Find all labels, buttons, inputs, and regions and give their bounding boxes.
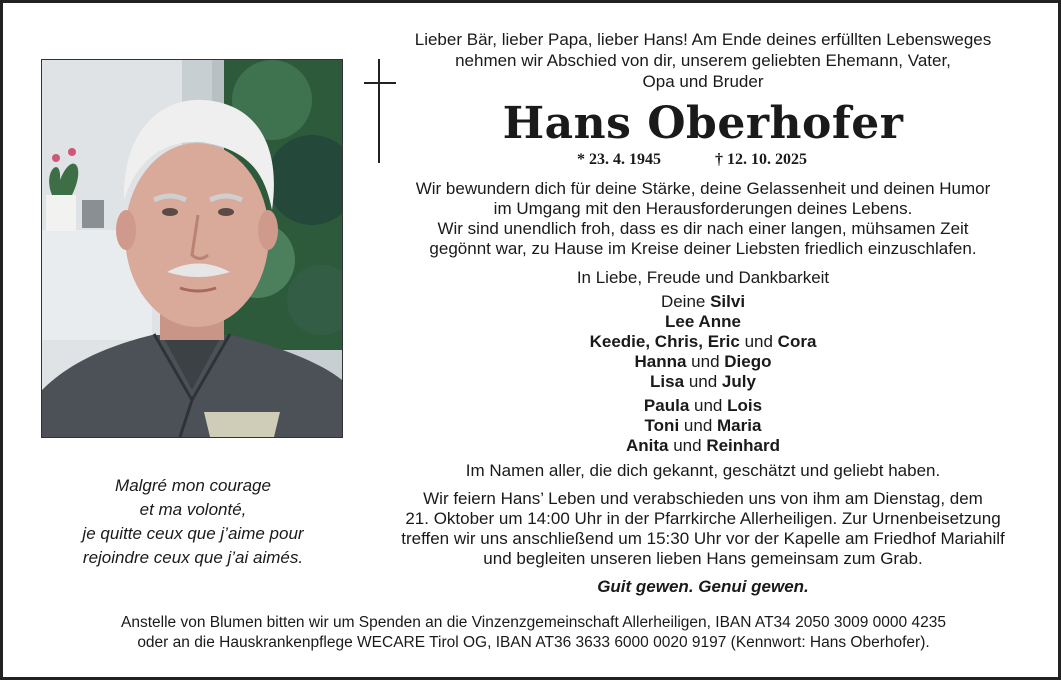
tribute-line: im Umgang mit den Herausforderungen deines Lebens. bbox=[493, 199, 913, 218]
quote-line: rejoindre ceux que j’ai aimés. bbox=[82, 548, 304, 567]
ceremony-text bbox=[373, 489, 1033, 569]
family-row: Anita und Reinhard bbox=[625, 436, 781, 455]
portrait-photo-icon bbox=[42, 60, 342, 437]
family-list bbox=[373, 292, 1033, 456]
donation-request bbox=[23, 613, 1044, 653]
intro-line: Lieber Bär, lieber Papa, lieber Hans! Am Ende deines erfüllten Lebensweges bbox=[414, 30, 992, 49]
family-row: Hanna und Diego bbox=[634, 352, 772, 371]
family-row: Lisa und July bbox=[650, 372, 756, 391]
family-row: Paula und Lois bbox=[643, 396, 763, 415]
intro-line: Opa und Bruder bbox=[642, 72, 764, 91]
family-row: Keedie, Chris, Eric und Cora bbox=[589, 332, 817, 351]
birth-date: * 23. 4. 1945 bbox=[577, 151, 661, 168]
deceased-name: Hans Oberhofer bbox=[502, 98, 904, 149]
ceremony-line: Wir feiern Hans’ Leben und verabschieden uns von ihm am Dienstag, dem bbox=[423, 489, 983, 508]
tribute-line: gegönnt war, zu Hause im Kreise deiner Liebsten friedlich einzuschlafen. bbox=[429, 239, 977, 258]
tribute-line: Wir bewundern dich für deine Stärke, deine Gelassenheit und deinen Humor bbox=[415, 179, 991, 198]
ceremony-line: und begleiten unseren lieben Hans gemeinsam zum Grab. bbox=[483, 549, 923, 568]
intro-line: nehmen wir Abschied von dir, unserem geliebten Ehemann, Vater, bbox=[455, 51, 951, 70]
portrait-photo bbox=[41, 59, 343, 438]
closing-line: Im Namen aller, die dich gekannt, geschätzt und geliebt haben. bbox=[465, 461, 941, 480]
intro-text bbox=[373, 29, 1033, 92]
family-row: Toni und Maria bbox=[644, 416, 762, 435]
ceremony-line: treffen wir uns anschließend um 15:30 Uhr vor der Kapelle am Friedhof Mariahilf bbox=[401, 529, 1005, 548]
quote-line: Malgré mon courage bbox=[115, 476, 271, 495]
tribute-line: Wir sind unendlich froh, dass es dir nach einer langen, mühsamen Zeit bbox=[437, 219, 969, 238]
motto: Guit gewen. Genui gewen. bbox=[597, 577, 809, 596]
donation-line: oder an die Hauskrankenpflege WECARE Tirol OG, IBAN AT36 3633 6000 0020 9197 (Kennwort: Hans Oberhofer). bbox=[137, 634, 930, 651]
quote-line: je quitte ceux que j’aime pour bbox=[82, 524, 304, 543]
french-quote bbox=[43, 474, 343, 570]
family-row: Deine Silvi bbox=[660, 292, 746, 311]
quote-line: et ma volonté, bbox=[139, 500, 247, 519]
ceremony-line: 21. Oktober um 14:00 Uhr in der Pfarrkirche Allerheiligen. Zur Urnenbeisetzung bbox=[405, 509, 1001, 528]
greeting: In Liebe, Freude und Dankbarkeit bbox=[576, 268, 830, 287]
donation-line: Anstelle von Blumen bitten wir um Spenden an die Vinzenzgemeinschaft Allerheiligen, IBAN AT34 2050 3009 0000 4235 bbox=[121, 614, 946, 631]
death-date: † 12. 10. 2025 bbox=[715, 151, 807, 168]
family-row: Lee Anne bbox=[665, 312, 741, 331]
tribute-text bbox=[373, 179, 1033, 259]
